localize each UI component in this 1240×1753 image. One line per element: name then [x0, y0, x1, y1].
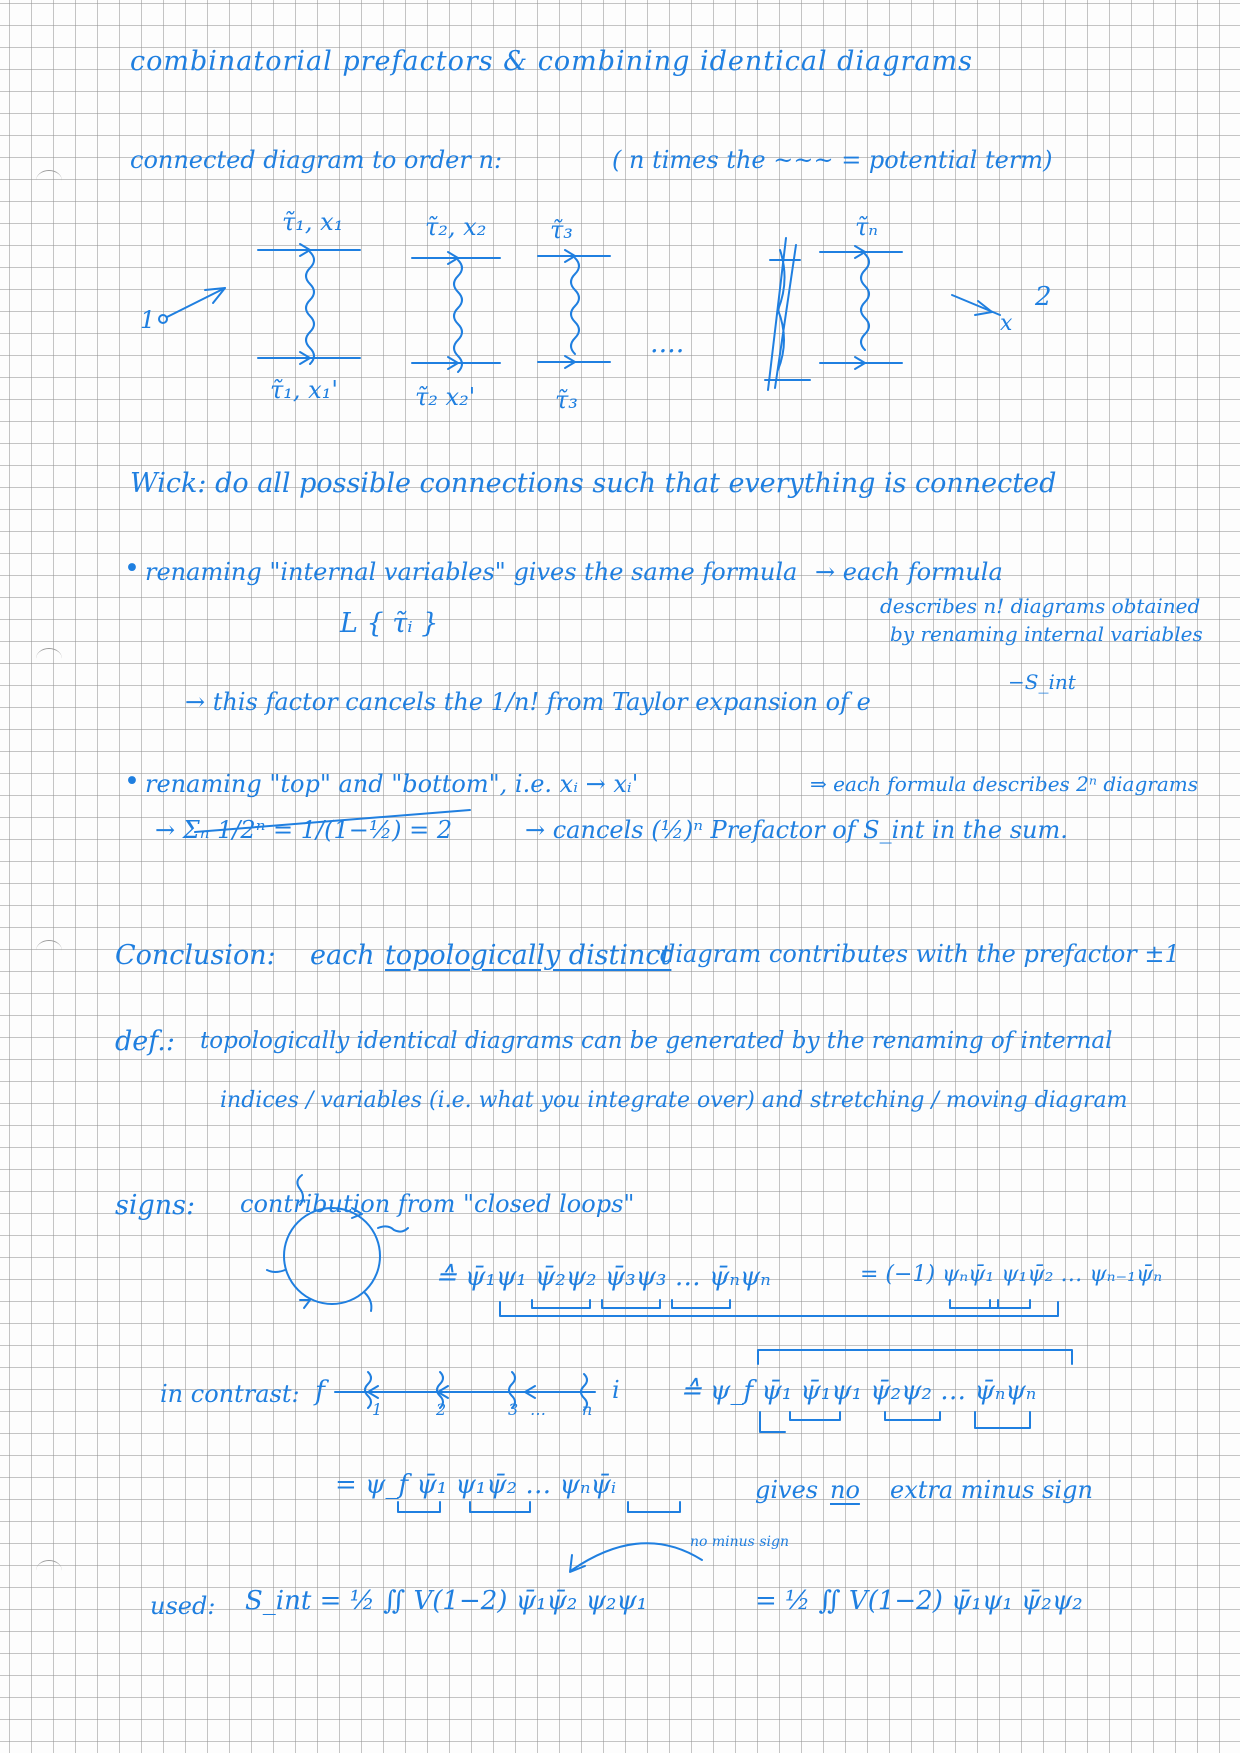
used-label: used: [150, 1592, 216, 1620]
bullet1-text: renaming "internal variables" gives the same formula [145, 558, 798, 586]
end-label: 2 [1035, 282, 1052, 312]
bullet1-brace: L { τ̃ᵢ } [340, 608, 439, 639]
chain-num-1: 1 [372, 1400, 383, 1419]
bullet-dot: • [124, 766, 140, 797]
chain-rhs: = ψ_f ψ̄₁ ψ₁ψ̄₂ … ψₙψ̄ᵢ [335, 1470, 617, 1500]
conclusion-label: Conclusion: [115, 940, 276, 971]
no-minus-arrow [572, 1543, 702, 1570]
definition-line-1: topologically identical diagrams can be generated by the renaming of internal [200, 1028, 1113, 1054]
loop-formula: ≙ ψ̄₁ψ₁ ψ̄₂ψ₂ ψ̄₃ψ₃ … ψ̄ₙψₙ [435, 1262, 771, 1292]
bullet1-exp: −S_int [1008, 670, 1076, 694]
label-top-n: τ̃ₙ [855, 213, 879, 241]
label-bottom-2: τ̃₂ x₂' [415, 383, 476, 411]
bullet2-cancel: → cancels (½)ⁿ Prefactor of S_int in the sum. [525, 816, 1068, 844]
conclusion-pre: each [310, 940, 375, 971]
connected-heading: connected diagram to order n: [130, 146, 503, 174]
chain-dots: … [530, 1400, 546, 1419]
bullet1-note-2: by renaming internal variables [890, 622, 1203, 646]
definition-label: def.: [115, 1026, 175, 1057]
end-x-label: x [1000, 311, 1013, 336]
label-bottom-1: τ̃₁, x₁' [270, 376, 338, 404]
chain-num-3: 3 [508, 1400, 519, 1419]
loop-rhs: = (−1) ψₙψ̄₁ ψ₁ψ̄₂ … ψₙ₋₁ψ̄ₙ [860, 1262, 1163, 1287]
chain-formula: ≙ ψ_f ψ̄₁ ψ̄₁ψ₁ ψ̄₂ψ₂ … ψ̄ₙψₙ [680, 1376, 1037, 1406]
chain-num-n: n [582, 1400, 593, 1419]
start-vertex [140, 288, 225, 334]
loop-contractions [500, 1300, 1058, 1316]
definition-line-2: indices / variables (i.e. what you integrate over) and stretching / moving diagram [220, 1088, 1128, 1113]
chain-i: i [612, 1376, 620, 1404]
bullet1-arrow: → each formula [815, 558, 1003, 586]
connected-note: ( n times the ~~~ = potential term) [612, 146, 1053, 174]
bullet2-result: ⇒ each formula describes 2ⁿ diagrams [810, 772, 1198, 796]
wick-statement: Wick: do all possible connections such that everything is connected [130, 468, 1057, 499]
conclusion-emphasis: topologically distinct [385, 940, 672, 971]
bullet2-sum: → Σₙ 1/2ⁿ = 1/(1−½) = 2 [155, 816, 453, 844]
interaction-1 [258, 244, 360, 364]
no-minus-post: extra minus sign [890, 1476, 1093, 1504]
chain-rhs-contractions [398, 1502, 680, 1512]
chain-num-2: 2 [436, 1400, 447, 1419]
conclusion-post: diagram contributes with the prefactor ±1 [660, 940, 1180, 968]
label-top-2: τ̃₂, x₂ [425, 213, 487, 241]
no-minus-pre: gives [755, 1476, 819, 1504]
start-label: 1 [140, 306, 156, 334]
signs-label: signs: [115, 1190, 196, 1221]
label-top-1: τ̃₁, x₁ [282, 208, 344, 236]
interaction-n [820, 246, 902, 369]
bullet1-cancel: → this factor cancels the 1/n! from Taylor expansion of e [185, 688, 871, 716]
interaction-2 [412, 252, 500, 372]
used-lhs: S_int = ½ ∬ V(1−2) ψ̄₁ψ̄₂ ψ₂ψ₁ [245, 1586, 648, 1616]
chain-f: f [315, 1376, 325, 1407]
bullet1-note-1: describes n! diagrams obtained [880, 594, 1201, 618]
bullet-dot: • [124, 553, 140, 584]
used-rhs: = ½ ∬ V(1−2) ψ̄₁ψ₁ ψ̄₂ψ₂ [755, 1586, 1083, 1616]
page-title: combinatorial prefactors & combining identical diagrams [130, 46, 973, 77]
no-minus-emphasis: no [830, 1476, 860, 1504]
label-bottom-3: τ̃₃ [555, 386, 578, 414]
label-top-3: τ̃₃ [550, 216, 573, 244]
contrast-label: in contrast: [160, 1380, 300, 1408]
crossed-out-interaction [765, 238, 810, 390]
interaction-3 [538, 250, 610, 368]
end-vertex [952, 282, 1052, 336]
bullet2-text: renaming "top" and "bottom", i.e. xᵢ → xᵢ' [145, 770, 639, 798]
used-note: no minus sign [690, 1534, 789, 1550]
signs-text: contribution from "closed loops" [240, 1190, 635, 1218]
diagram-dots: .... [650, 328, 685, 359]
